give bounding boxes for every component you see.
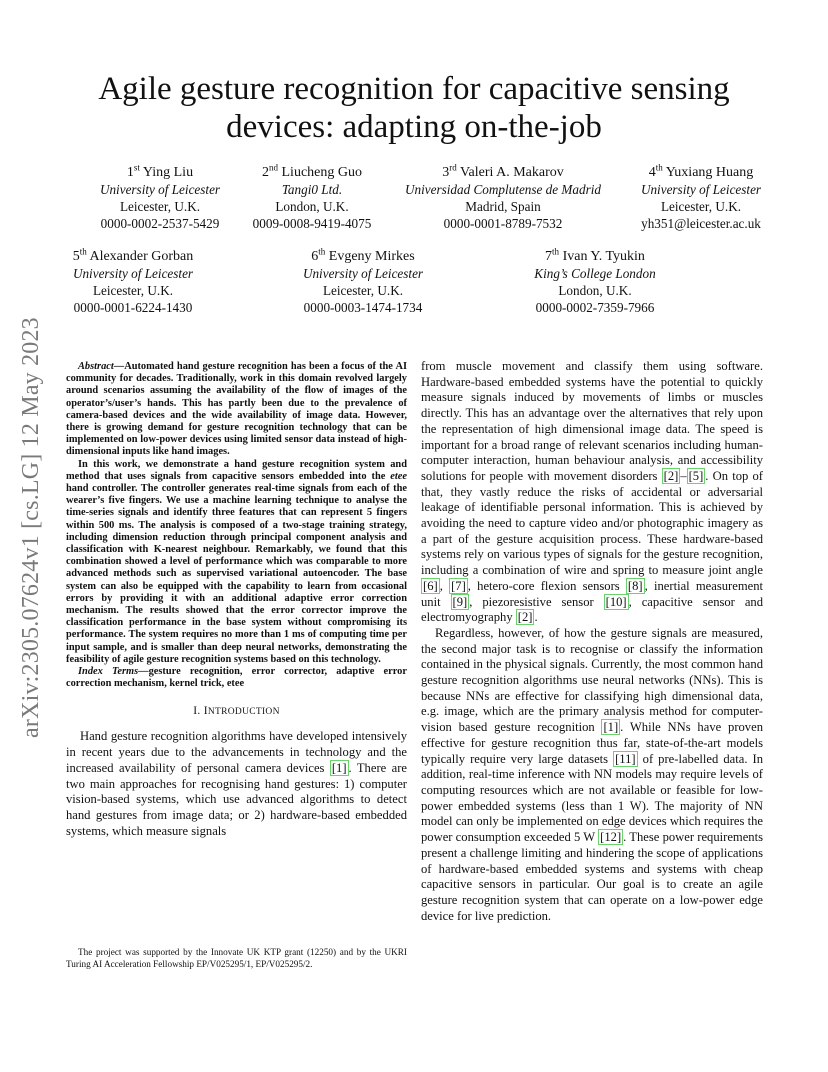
paper-title: Agile gesture recognition for capacitive sensing devices: adapting on-the-job — [98, 71, 730, 145]
author-affiliation: Tangi0 Ltd. — [281, 182, 343, 197]
citation-link[interactable]: [1] — [603, 720, 619, 735]
introduction-text — [66, 729, 407, 839]
abstract-paragraph: In this work, we demonstrate a hand gesture recognition system and method that uses signals from capacitive sensors embedded into the etee hand controller. The controller generates real-time signals from each of the wearer’s five fingers. We use a machine learning technique to analyse the time-series signals and identify three features that can represent 5 fingers within 500 ms. The analysis is composed of a two-stage training strategy, including dimension reduction through principal component analysis and classification with K-nearest neighbour. Remarkably, we found that this combination showed a level of performance which was comparable to more advanced methods such as supervised variational autoencoder. The base system can also be equipped with the capability to learn from occasional errors by providing it with an additional adaptive error correction mechanism. The results showed that the error corrector improve the classification performance in the base system without compromising its performance. The system requires no more than 1 ms of computing time per input sample, and is smaller than deep neural networks, demonstrating the feasibility of agile gesture recognition systems based on this technology. — [66, 458, 407, 665]
author-location: Madrid, Spain — [465, 199, 541, 214]
author-location: Leicester, U.K. — [92, 283, 174, 298]
author-id: 0000-0001-8789-7532 — [443, 216, 563, 231]
citation-link[interactable]: [1] — [331, 760, 347, 775]
author-name: Liucheng Guo — [281, 165, 362, 180]
author-location: London, U.K. — [275, 199, 349, 214]
arxiv-identifier: arXiv:2305.07624v1 [cs.LG] 12 May 2023 — [18, 317, 44, 738]
author-location: Leicester, U.K. — [660, 199, 742, 214]
author-block: 6th Evgeny Mirkes University of Leicester Leicester, U.K. 0000-0003-1474-1734 — [292, 248, 434, 316]
author-id: 0000-0001-6224-1430 — [73, 300, 193, 315]
author-location: London, U.K. — [558, 283, 632, 298]
author-id: 0000-0002-2537-5429 — [100, 216, 220, 231]
right-column — [421, 359, 763, 924]
citation-link[interactable]: [8] — [627, 578, 643, 593]
body-paragraph: from muscle movement and classify them using software. Hardware-based embedded systems have the potential to quickly measure signals induced by movements of limbs or muscles directly. This has an advantage over the alternatives that rely upon the representation of high dimensional image data. The speed is important for a broad range of relevant scenarios including human-computer interaction, human behaviour analysis, and accessibility solutions for people with movement disorders [2] – [5] . On top of that, they vastly reduce the risks of accidental or adversarial leakage of identifiable personal information. This is achieved by avoiding the need to capture video and/or photographic imagery as a part of the gesture acquisition process. These hardware-based systems rely on various types of signals for the gesture recognition, including a combination of wire and spring to measure joint angle [6] , [7] , hetero-core flexion sensors [8] , inertial measurement unit [9] , piezoresistive sensor [10] , capacitive sensor and electromyography [2] . — [421, 359, 764, 625]
author-location: Leicester, U.K. — [119, 199, 201, 214]
author-name: Ivan Y. Tyukin — [562, 249, 645, 264]
author-id: yh351@leicester.ac.uk — [641, 216, 761, 231]
author-affiliation: King’s College London — [534, 266, 656, 281]
author-id: 0009-0008-9419-4075 — [252, 216, 372, 231]
author-affiliation: University of Leicester — [99, 182, 221, 197]
section-heading: I. INTRODUCTION — [193, 705, 280, 718]
author-block: 3rd Valeri A. Makarov Universidad Complutense de Madrid Madrid, Spain 0000-0001-8789-7532 — [393, 164, 613, 232]
left-column — [66, 361, 407, 839]
author-name: Ying Liu — [142, 165, 194, 180]
author-affiliation: University of Leicester — [640, 182, 762, 197]
author-name: Alexander Gorban — [89, 249, 194, 264]
citation-link[interactable]: [6] — [423, 578, 438, 593]
citation-link[interactable]: [11] — [615, 751, 636, 766]
body-paragraph: Regardless, however, of how the gesture signals are measured, the second major task is to recognise or classify the information contained in the physical signals. Currently, the most common hand gesture recognition algorithms use neural networks (NNs). This is because NNs are effective for classifying high dimensional data, e.g. image, which are the primary analysis method for computer-vision based gesture recognition [1] . While NNs have proven effective for gesture recognition thus far, state-of-the-art models typically require very large datasets [11] of pre-labelled data. In addition, real-time inference with NN models may require levels of computing resources which are not available or feasible for low-power embedded systems (less than 1 W). The majority of NN model can only be implemented on edge devices which requires the power consumption exceeded 5 W [12] . These power requirements present a challenge limiting and hindering the scope of applications of hardware-based embedded systems and systems with cheap capacitive sensors in particular. Our goal is to create an agile gesture recognition system that can operate on a low-power edge device for live prediction. — [421, 625, 763, 923]
citation-link[interactable]: [7] — [451, 578, 466, 593]
author-name: Evgeny Mirkes — [328, 249, 415, 264]
citation-link[interactable]: [9] — [452, 594, 468, 609]
index-terms: Index Terms—gesture recognition, error corrector, adaptive error correction mechanism, kernel trick, etee — [66, 666, 407, 690]
author-block: 5th Alexander Gorban University of Leicester Leicester, U.K. 0000-0001-6224-1430 — [62, 248, 204, 316]
author-block: 4th Yuxiang Huang University of Leicester Leicester, U.K. yh351@leicester.ac.uk — [626, 164, 776, 232]
citation-link[interactable]: [12] — [600, 830, 622, 845]
author-block: 1st Ying Liu University of Leicester Leicester, U.K. 0000-0002-2537-5429 — [90, 164, 230, 232]
abstract — [66, 361, 407, 666]
author-affiliation: University of Leicester — [302, 266, 424, 281]
body-paragraph: Hand gesture recognition algorithms have developed intensively in recent years due to the advancements in technology and the increased availability of personal camera devices [1] . There are two main approaches for recognising hand gestures: 1) computer vision-based systems, which use advanced algorithms to detect hand gestures from image data; or 2) hardware-based embedded systems, which measure signals — [66, 729, 407, 838]
author-name: Yuxiang Huang — [665, 165, 754, 180]
author-affiliation: Universidad Complutense de Madrid — [405, 182, 601, 197]
author-name: Valeri A. Makarov — [459, 165, 564, 180]
citation-link[interactable]: [2] — [663, 468, 679, 483]
author-affiliation: University of Leicester — [72, 266, 194, 281]
author-location: Leicester, U.K. — [322, 283, 404, 298]
abstract-paragraph: Abstract—Automated hand gesture recognition has been a focus of the AI community for decades. Traditionally, work in this domain revolved largely around scenarios assuming the availability of the flow of images of the operator’s/user’s hands. This has partly been due to the prevalence of camera-based devices and the wide availability of image data. However, there is growing demand for gesture recognition technology that can be implemented on low-power devices using limited sensor data instead of high-dimensional inputs like hand images. — [66, 361, 407, 458]
author-id: 0000-0002-7359-7966 — [535, 300, 655, 315]
footnote: The project was supported by the Innovate UK KTP grant (12250) and by the UKRI Turing AI Acceleration Fellowship EP/V025295/1, EP/V025295/2. — [66, 947, 407, 969]
author-id: 0000-0003-1474-1734 — [303, 300, 423, 315]
author-block: 7th Ivan Y. Tyukin King’s College London London, U.K. 0000-0002-7359-7966 — [522, 248, 668, 316]
citation-link[interactable]: [5] — [688, 468, 704, 483]
citation-link[interactable]: [10] — [605, 594, 627, 609]
citation-link[interactable]: [2] — [517, 610, 533, 625]
author-block: 2nd Liucheng Guo Tangi0 Ltd. London, U.K. 0009-0008-9419-4075 — [242, 164, 382, 232]
